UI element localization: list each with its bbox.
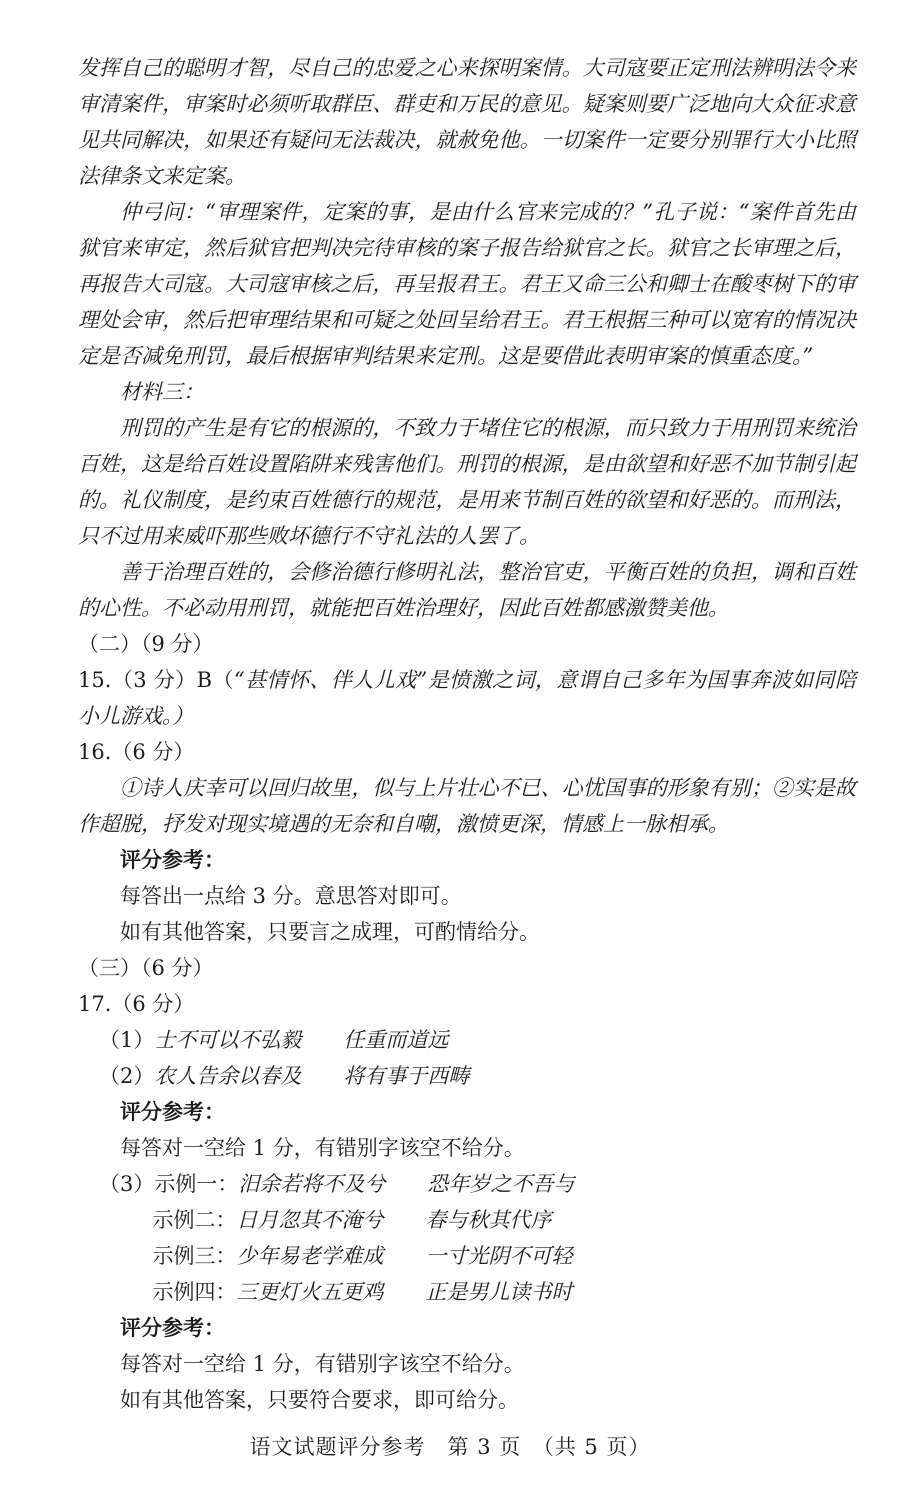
answer-17-blank1 [78,1022,856,1058]
answer-17-heading: 17.（6 分） [78,992,195,1016]
answer-16-heading: 16.（6 分） [78,740,195,764]
scoring-reference-17b-line2: 如有其他答案，只要符合要求，即可给分。 [120,1388,519,1412]
translation-paragraph-material3-b: 善于治理百姓的，会修治德行修明礼法，整治官吏，平衡百姓的负担，调和百姓的心性。不必动用刑罚，就能把百姓治理好，因此百姓都感激赞美他。 [78,560,856,620]
translation-paragraph-material3-a: 刑罚的产生是有它的根源的，不致力于堵住它的根源，而只致力于用刑罚来统治百姓，这是给百姓设置陷阱来残害他们。刑罚的根源，是由欲望和好恶不加节制引起的。礼仪制度，是约束百姓德行的规范，是用来节制百姓的欲望和好恶的。而刑法，只不过用来威吓那些败坏德行不守礼法的人罢了。 [78,416,856,548]
answer-17-blank1-text: 士不可以不弘毅 任重而道远 [154,1028,449,1052]
translation-paragraph-continuation: 发挥自己的聪明才智，尽自己的忠爱之心来探明案情。大司寇要正定刑法辨明法令来审清案件，审案时必须听取群臣、群吏和万民的意见。疑案则要广泛地向大众征求意见共同解决，如果还有疑问无法裁决，就赦免他。一切案件一定要分别罪行大小比照法律条文来定案。 [78,56,856,188]
answer-17-blank3-example1-text: 汨余若将不及兮 恐年岁之不吾与 [238,1172,575,1196]
answer-17-blank3-example3-label: 示例三： [152,1244,237,1268]
answer-15-label: 15.（3 分）B（ [78,668,234,692]
scoring-reference-heading-16: 评分参考： [120,848,225,872]
answer-15 [78,662,856,734]
scoring-reference-17a-line1: 每答对一空给 1 分，有错别字该空不给分。 [120,1136,525,1160]
scoring-reference-16-line2: 如有其他答案，只要言之成理，可酌情给分。 [120,920,540,944]
answer-17-blank3-example2-label: 示例二： [152,1208,237,1232]
answer-17-blank3-example3-text: 少年易老学难成 一寸光阴不可轻 [236,1244,573,1268]
answer-17-blank3-example1-label: （3）示例一： [99,1172,239,1196]
answer-17-blank3-example4 [78,1274,856,1310]
answer-17-blank1-label: （1） [99,1028,155,1052]
scoring-reference-16-line1: 每答出一点给 3 分。意思答对即可。 [120,884,462,908]
answer-17-blank3-example4-text: 三更灯火五更鸡 正是男儿读书时 [236,1280,573,1304]
section-two-heading: （二）（9 分） [78,632,214,656]
answer-17-blank2-label: （2） [99,1064,155,1088]
scoring-reference-17b-line1: 每答对一空给 1 分，有错别字该空不给分。 [120,1352,525,1376]
answer-17-blank2 [78,1058,856,1094]
answer-15-text: “甚情怀、伴人儿戏”是愤激之词，意谓自己多年为国事奔波如同陪小儿游戏。） [78,668,856,728]
answer-17-blank3-example4-label: 示例四： [152,1280,237,1304]
answer-17-blank3-example3 [78,1238,856,1274]
answer-17-blank3-example2 [78,1202,856,1238]
material-three-label: 材料三： [120,380,204,404]
answer-17-blank3-example2-text: 日月忽其不淹兮 春与秋其代序 [236,1208,552,1232]
page-footer: 语文试题评分参考 第 3 页 （共 5 页） [249,1435,651,1459]
scoring-reference-heading-17b: 评分参考： [120,1316,225,1340]
answer-17-blank2-text: 农人告余以春及 将有事于西畴 [154,1064,470,1088]
answer-17-blank3-example1 [78,1166,856,1202]
translation-paragraph-zhonggong: 仲弓问：“审理案件，定案的事，是由什么官来完成的？”孔子说：“案件首先由狱官来审定，然后狱官把判决完待审核的案子报告给狱官之长。狱官之长审理之后，再报告大司寇。大司寇审核之后，再呈报君王。君王又命三公和卿士在酸枣树下的审理处会审，然后把审理结果和可疑之处回呈给君王。君王根据三种可以宽宥的情况决定是否减免刑罚，最后根据审判结果来定刑。这是要借此表明审案的慎重态度。” [78,200,856,368]
answer-16-content: ①诗人庆幸可以回归故里，似与上片壮心不已、心忧国事的形象有别；②实是故作超脱，抒发对现实境遇的无奈和自嘲，激愤更深，情感上一脉相承。 [78,776,856,836]
section-three-heading: （三）（6 分） [78,956,214,980]
scoring-reference-heading-17a: 评分参考： [120,1100,225,1124]
